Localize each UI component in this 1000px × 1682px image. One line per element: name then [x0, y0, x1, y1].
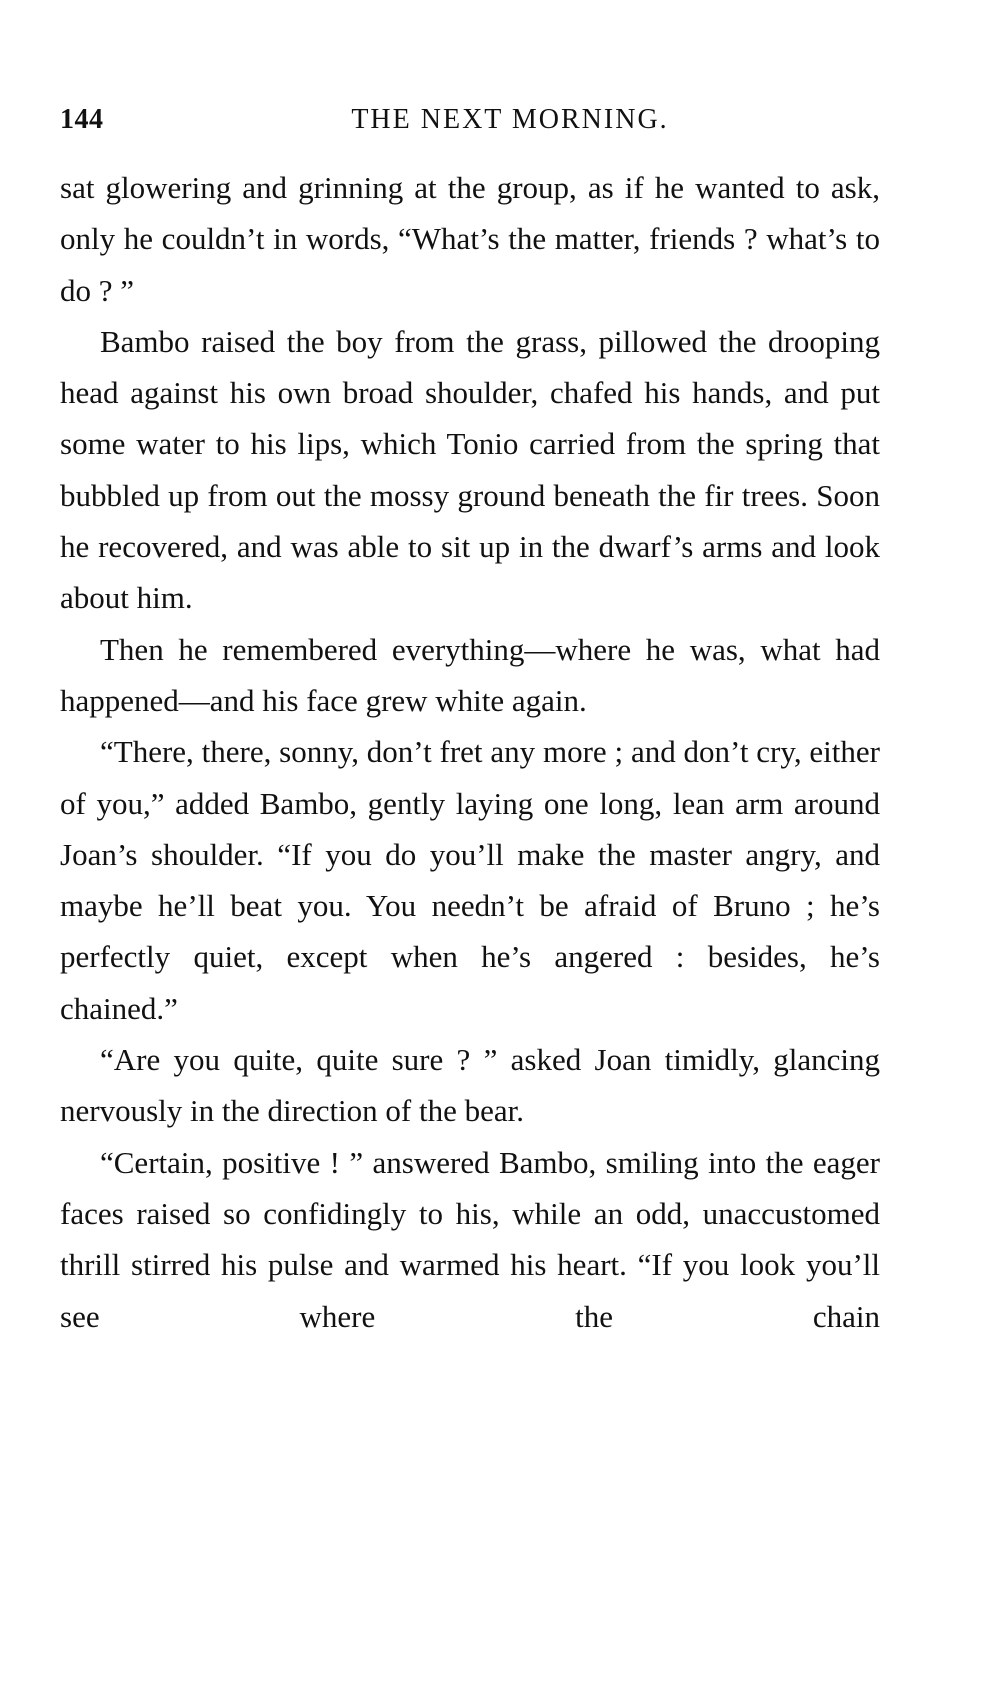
running-head — [60, 100, 940, 140]
page-number: 144 — [60, 104, 104, 135]
body-text — [60, 162, 880, 1342]
paragraph-3: Then he remembered everything—where he was, what had happened—and his face grew white again. — [60, 631, 880, 718]
running-title: THE NEXT MORNING. — [351, 104, 669, 135]
paragraph-4: “There, there, sonny, don’t fret any more ; and don’t cry, either of you,” added Bambo, gently laying one long, lean arm around Joan’s shoulder. “If you do you’ll make the master angry, and maybe he’ll beat you. You needn’t be afraid of Bruno ; he’s perfectly quiet, except when he’s angered : besides, he’s chained.” — [60, 734, 880, 1026]
paragraph-5: “Are you quite, quite sure ? ” asked Joan timidly, glancing nervously in the direction of the bear. — [60, 1042, 880, 1129]
paragraph-6: “Certain, positive ! ” answered Bambo, smiling into the eager faces raised so confidingly to his, while an odd, unaccustomed thrill stirred his pulse and warmed his heart. “If you look you’ll see where the chain — [60, 1144, 880, 1334]
paragraph-1: sat glowering and grinning at the group, as if he wanted to ask, only he couldn’t in words, “What’s the matter, friends ? what’s to do ? ” — [60, 170, 880, 308]
paragraph-2: Bambo raised the boy from the grass, pillowed the drooping head against his own broad shoulder, chafed his hands, and put some water to his lips, which Tonio carried from the spring that bubbled up from out the mossy ground beneath the fir trees. Soon he recovered, and was able to sit up in the dwarf’s arms and look about him. — [60, 323, 880, 616]
